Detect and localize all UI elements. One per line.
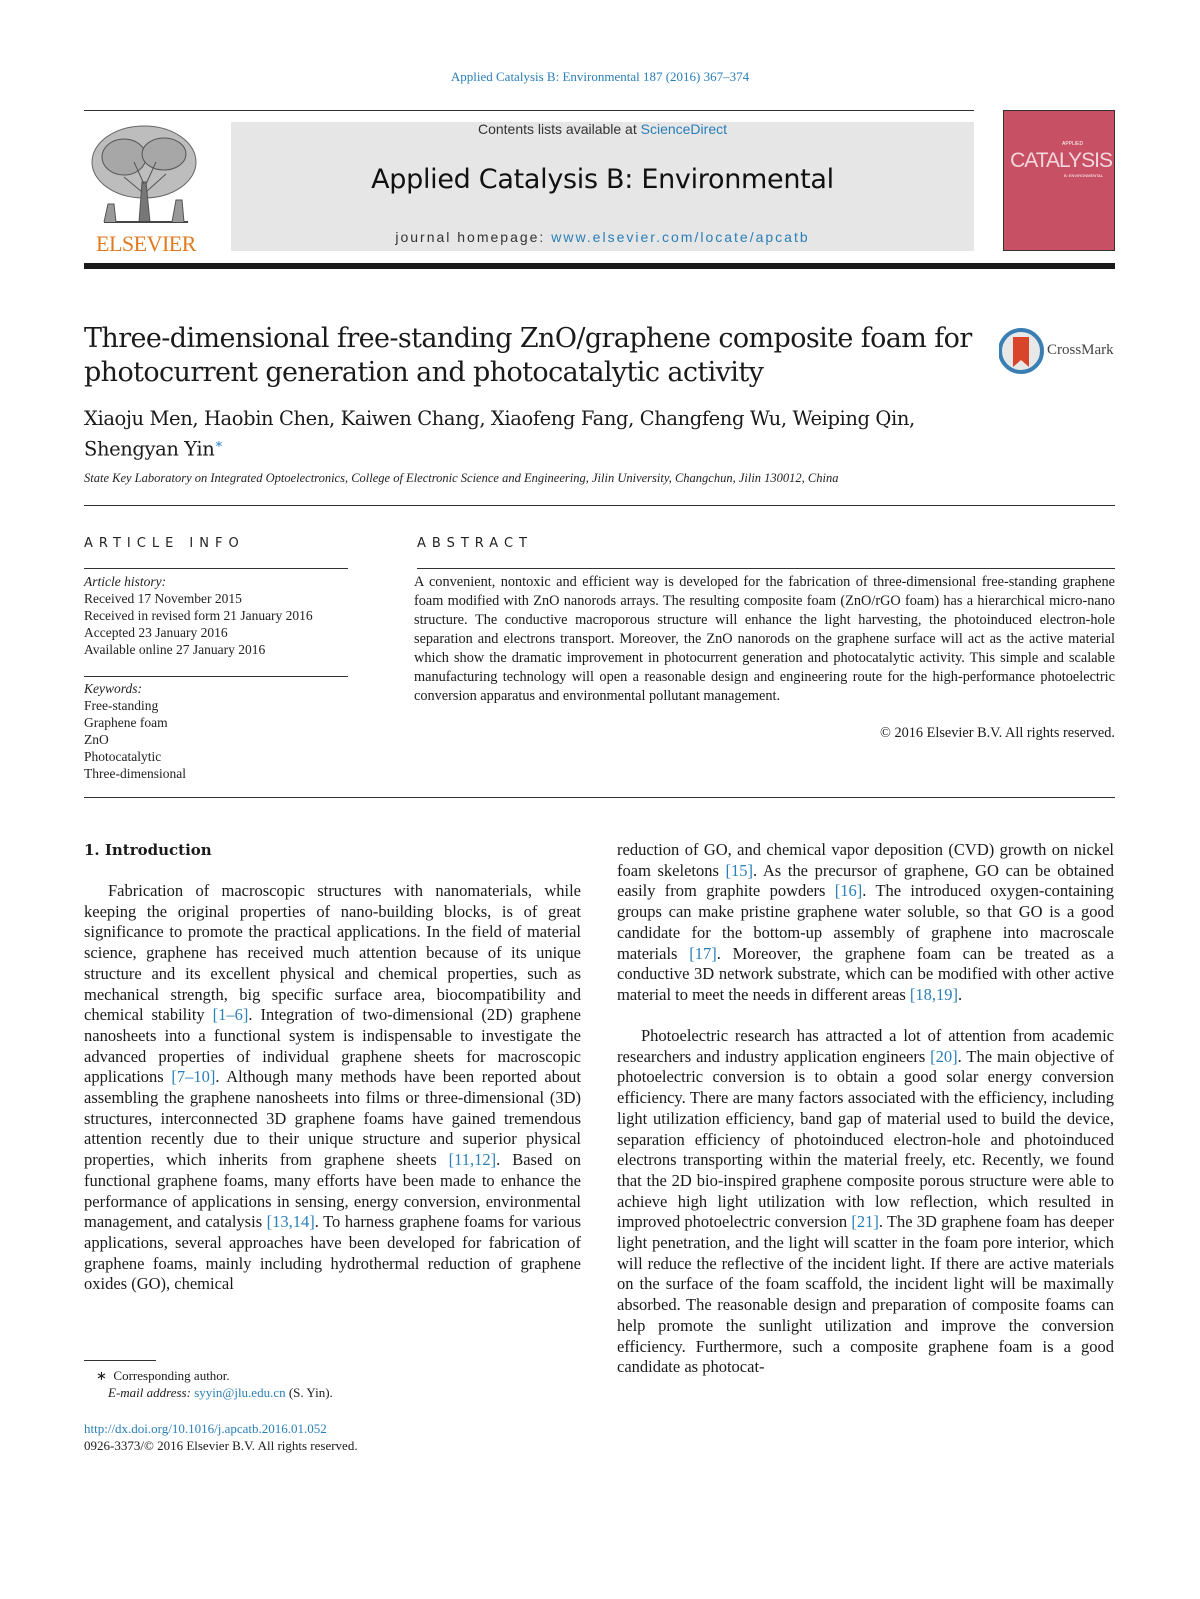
footnote-mark: ∗ [96, 1368, 107, 1383]
citation-link[interactable]: [15] [725, 860, 754, 880]
corresponding-label: Corresponding author. [113, 1368, 230, 1383]
citation-link[interactable]: [16] [834, 881, 863, 901]
citation-link[interactable]: [18,19] [909, 984, 959, 1004]
paper-title: Three-dimensional free-standing ZnO/graphene composite foam for photocurrent generation and photocatalytic activity [84, 323, 972, 388]
keyword-item: Photocatalytic [84, 749, 162, 764]
intro-text: . The main objective of photoelectric conversion is to obtain a good solar energy conversion efficiency. There are many factors associated with the efficiency, including light utilization efficiency, band gap of material used to build the device, separation efficiency of photoinduced electron-hole and photoinduced electrons transporting within the material freely, etc. Recently, we found that the 2D bio-inspired graphene composite porous structure were able to achieve high light utilization with low reflection, which resulted in improved photoelectric conversion [617, 1046, 1114, 1232]
history-item: Available online 27 January 2016 [84, 642, 266, 657]
history-item: Accepted 23 January 2016 [84, 625, 228, 640]
top-divider [84, 110, 974, 111]
citation-link[interactable]: [13,14] [266, 1212, 315, 1232]
citation-link[interactable]: [11,12] [448, 1150, 497, 1170]
keywords [84, 680, 348, 782]
intro-paragraph-1-continued [617, 840, 1114, 1006]
corresponding-author-marker[interactable]: ∗ [214, 437, 223, 452]
intro-text: . The introduced oxygen-containing groups can make pristine graphene water soluble, so that GO is a good candidate for the bottom-up assembly of graphene into macroscale materials [617, 881, 1114, 963]
email-label: E-mail address: [108, 1385, 191, 1400]
intro-text: . Integration of two-dimensional (2D) graphene nanosheets into a functional system is indispensable to investigate the advanced properties of individual graphene sheets for macroscopic applications [84, 1005, 582, 1087]
journal-reference-link[interactable]: Applied Catalysis B: Environmental 187 (2016) 367–374 [450, 69, 750, 84]
issn-copyright: 0926-3373/© 2016 Elsevier B.V. All rights reserved. [84, 1438, 358, 1453]
intro-text: . To harness graphene foams for various applications, several approaches have been developed for fabrication of graphene foams, mainly including hydrothermal reduction of graphene oxides (GO), chemical [84, 1212, 582, 1294]
cover-applied-label: APPLIED [1062, 141, 1084, 147]
journal-title: Applied Catalysis B: Environmental [371, 164, 834, 195]
doi-block [84, 1420, 584, 1454]
footnote [96, 1367, 496, 1401]
cover-subtitle: B: ENVIRONMENTAL [1064, 173, 1104, 178]
abstract-copyright: © 2016 Elsevier B.V. All rights reserved. [880, 725, 1115, 741]
footnote-divider [84, 1360, 156, 1361]
body-divider [84, 797, 1115, 798]
citation-link[interactable]: [20] [930, 1046, 958, 1066]
citation-link[interactable]: [17] [689, 943, 717, 963]
section-heading: 1. Introduction [84, 841, 212, 859]
doi-link[interactable]: http://dx.doi.org/10.1016/j.apcatb.2016.01.052 [84, 1421, 327, 1436]
contents-line [231, 121, 974, 137]
intro-text: . Although many methods have been reported about assembling the graphene nanosheets into films or three-dimensional (3D) structures, interconnected 3D graphene foams have gained tremendous attention recently due to their unique structure and superior physical properties, which inherits from graphene sheets [84, 1067, 581, 1170]
intro-text: reduction of GO, and chemical vapor deposition (CVD) growth on nickel foam skeletons [617, 840, 1114, 880]
citation-link[interactable]: [7–10] [171, 1067, 216, 1087]
intro-text: Photoelectric research has attracted a lot of attention from academic researchers and industry application engineers [617, 1026, 1114, 1066]
intro-text: Fabrication of macroscopic structures with nanomaterials, while keeping the original properties of nano-building blocks, is of great significance to promote the practical applications. In the field of material science, graphene has received much attention because of its unique structure and its excellent physical and chemical properties, such as mechanical strength, big specific surface area, biocompatibility and chemical stability [84, 881, 581, 1025]
email-link[interactable]: syyin@jlu.edu.cn [194, 1385, 286, 1400]
intro-text: . [958, 984, 963, 1004]
keyword-item: Graphene foam [84, 715, 168, 730]
homepage-prefix: journal homepage: [395, 229, 552, 245]
intro-text: . The 3D graphene foam has deeper light penetration, and the light will scatter in the foam pore interior, which will reduce the reflective of the incident light. If there are active materials on the surface of the foam scaffold, the incident light will be maximally absorbed. The reasonable design and preparation of composite foams can help promote the sunlight utilization and improve the conversion efficiency. Furthermore, such a composite graphene foam is a good candidate as photocat- [617, 1212, 1114, 1377]
article-info-divider [84, 568, 348, 569]
crossmark-label[interactable]: CrossMark [1047, 342, 1114, 358]
elsevier-wordmark: ELSEVIER [96, 231, 196, 256]
history-item: Received in revised form 21 January 2016 [84, 608, 313, 623]
keywords-label: Keywords: [84, 681, 142, 696]
cover-title: CATALYSIS [1010, 149, 1112, 172]
affiliation: State Key Laboratory on Integrated Optoelectronics, College of Electronic Science and Engineering, Jilin University, Changchun, Jilin 130012, China [84, 471, 839, 485]
history-label: Article history: [84, 574, 167, 589]
citation-link[interactable]: [1–6] [212, 1005, 249, 1025]
intro-paragraph-2 [617, 1026, 1114, 1378]
email-suffix: (S. Yin). [285, 1385, 333, 1400]
intro-text: . Moreover, the graphene foam can be treated as a conductive 3D network substrate, which can be modified with other active material to meet the needs in different areas [617, 943, 1114, 1004]
intro-text: . As the precursor of graphene, GO can be obtained easily from graphite powders [617, 860, 1115, 901]
intro-text: . Based on functional graphene foams, many efforts have been made to enhance the performance of applications in sensing, energy conversion, environmental management, and catalysis [84, 1150, 581, 1232]
article-history [84, 573, 348, 658]
keywords-divider [84, 676, 348, 677]
abstract-divider [417, 568, 1115, 569]
homepage-line [231, 229, 974, 245]
intro-paragraph-1 [84, 881, 581, 1295]
keyword-item: ZnO [84, 732, 109, 747]
affiliation-divider [84, 505, 1115, 506]
header-thick-divider [84, 263, 1115, 269]
footnote-corresponding [96, 1367, 496, 1384]
keyword-item: Free-standing [84, 698, 159, 713]
journal-cover-thumbnail[interactable] [1003, 110, 1115, 251]
authors-names: Xiaoju Men, Haobin Chen, Kaiwen Chang, Xiaofeng Fang, Changfeng Wu, Weiping Qin, Shengyan Yin [84, 407, 915, 461]
sciencedirect-link[interactable]: ScienceDirect [640, 121, 727, 137]
abstract-text: A convenient, nontoxic and efficient way is developed for the fabrication of three-dimensional free-standing graphene foam modified with ZnO nanorods arrays. The resulting composite foam (ZnO/rGO foam) has a hierarchical micro-nano structure. The conductive macroporous structure will enhance the light harvesting, the photoinduced electron-hole separation and electrons transport. Moreover, the ZnO nanorods on the graphene surface will act as the active material which show the dramatic improvement in photocurrent generation and photocatalytic activity. This simple and scalable manufacturing technology will open a reasonable design and engineering route for the high-performance photoelectric conversion apparatus and environmental pollutant management. [414, 574, 1115, 704]
article-info-heading: ARTICLE INFO [84, 536, 245, 551]
footnote-email-line [96, 1384, 496, 1401]
author-list [84, 406, 964, 463]
abstract-heading: ABSTRACT [417, 536, 533, 551]
keyword-item: Three-dimensional [84, 766, 186, 781]
history-item: Received 17 November 2015 [84, 591, 242, 606]
contents-prefix: Contents lists available at [477, 121, 641, 137]
homepage-link[interactable]: www.elsevier.com/locate/apcatb [551, 229, 810, 245]
citation-link[interactable]: [21] [851, 1212, 879, 1232]
